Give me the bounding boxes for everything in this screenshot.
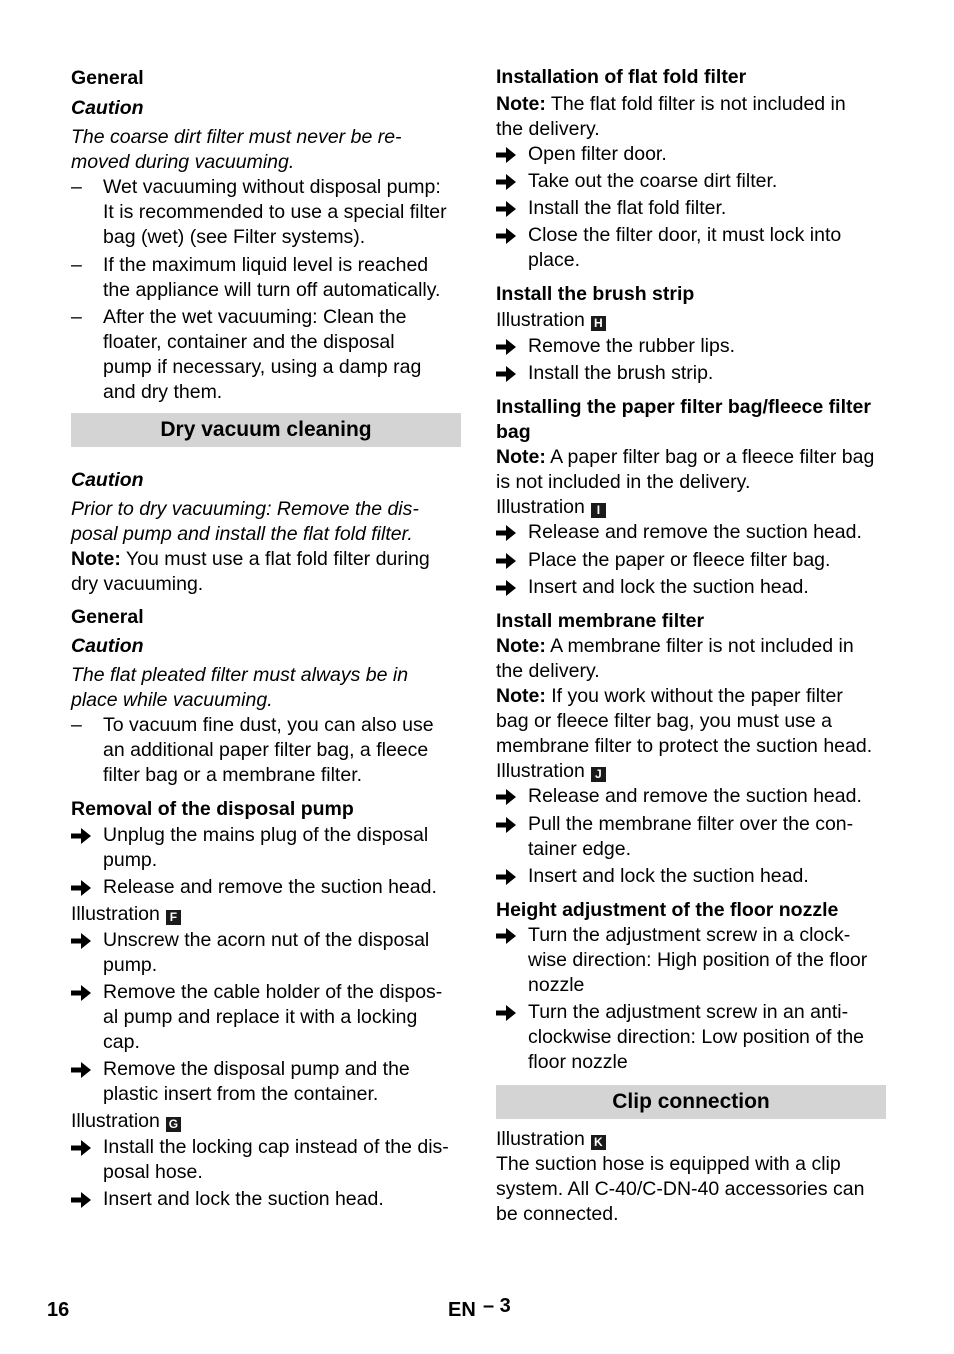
- illustration-ref: [496, 759, 886, 784]
- section-band-dry-vacuum: Dry vacuum cleaning: [71, 413, 461, 447]
- text-line: pump.: [103, 954, 158, 976]
- caution-text: [71, 125, 461, 175]
- list-item: [71, 253, 461, 303]
- text-line: and dry them.: [103, 381, 223, 403]
- arrow-icon: [71, 1187, 93, 1212]
- arrow-icon: [496, 812, 518, 837]
- illustration-ref: [71, 902, 461, 927]
- dash-bullet: –: [71, 254, 82, 276]
- text-line: Unscrew the acorn nut of the disposal: [103, 929, 430, 951]
- text-line: posal hose.: [103, 1161, 203, 1183]
- text-line: The suction hose is equipped with a clip: [496, 1153, 841, 1175]
- text-line: Installing the paper filter bag/fleece filter: [496, 396, 871, 418]
- text-line: tainer edge.: [528, 838, 631, 860]
- text-line: A membrane filter is not included in: [550, 635, 854, 657]
- note-paragraph: [496, 634, 886, 684]
- step-item: [496, 334, 886, 359]
- note-label: Note:: [496, 93, 546, 115]
- text-line: cap.: [103, 1031, 140, 1053]
- illustration-label: Illustration: [71, 1110, 160, 1132]
- section-heading-height-adjustment: Height adjustment of the floor nozzle: [496, 899, 839, 921]
- illustration-label: Illustration: [496, 309, 585, 331]
- text-line: place.: [528, 249, 581, 271]
- text-line: system. All C-40/C-DN-40 accessories can: [496, 1178, 865, 1200]
- text-line: You must use a flat fold filter during: [125, 548, 430, 570]
- text-line: Open filter door.: [528, 143, 667, 165]
- text-line: Prior to dry vacuuming: Remove the dis-: [71, 498, 419, 520]
- dash-bullet: –: [71, 176, 82, 198]
- text-line: place while vacuuming.: [71, 689, 273, 711]
- body-paragraph: [496, 1152, 886, 1227]
- arrow-icon: [496, 223, 518, 248]
- text-line: the delivery.: [496, 660, 600, 682]
- arrow-icon: [71, 928, 93, 953]
- text-line: al pump and replace it with a locking: [103, 1006, 418, 1028]
- illustration-letter-badge: F: [166, 910, 181, 925]
- text-line: Pull the membrane filter over the con-: [528, 813, 854, 835]
- arrow-icon: [496, 142, 518, 167]
- text-line: Release and remove the suction head.: [103, 876, 437, 898]
- text-line: clockwise direction: Low position of the: [528, 1026, 865, 1048]
- illustration-letter-badge: I: [591, 503, 606, 518]
- text-line: moved during vacuuming.: [71, 151, 295, 173]
- arrow-icon: [496, 1000, 518, 1025]
- step-item: [496, 142, 886, 167]
- step-item: [71, 1057, 461, 1107]
- text-line: Release and remove the suction head.: [528, 521, 862, 543]
- section-heading-general: General: [71, 606, 144, 628]
- text-line: Install the flat fold filter.: [528, 197, 727, 219]
- caution-label: Caution: [71, 469, 144, 491]
- arrow-icon: [496, 196, 518, 221]
- text-line: the appliance will turn off automatically.: [103, 279, 441, 301]
- step-item: [496, 923, 886, 998]
- arrow-icon: [496, 575, 518, 600]
- step-item: [496, 812, 886, 862]
- illustration-label: Illustration: [496, 1128, 585, 1150]
- dash-bullet: –: [71, 714, 82, 736]
- text-line: the delivery.: [496, 118, 600, 140]
- note-label: Note:: [496, 685, 546, 707]
- text-line: Wet vacuuming without disposal pump:: [103, 176, 441, 198]
- text-line: Insert and lock the suction head.: [103, 1188, 384, 1210]
- caution-label: Caution: [71, 97, 144, 119]
- step-item: [496, 169, 886, 194]
- text-line: floor nozzle: [528, 1051, 628, 1073]
- arrow-icon: [71, 980, 93, 1005]
- section-heading-removal: Removal of the disposal pump: [71, 798, 354, 820]
- illustration-label: Illustration: [71, 903, 160, 925]
- step-item: [71, 1187, 461, 1212]
- text-line: Install the locking cap instead of the dis-: [103, 1136, 449, 1158]
- text-line: posal pump and install the flat fold filter.: [71, 523, 413, 545]
- step-item: [496, 575, 886, 600]
- caution-text: [71, 497, 461, 547]
- text-line: Remove the disposal pump and the: [103, 1058, 410, 1080]
- text-line: bag: [496, 421, 531, 443]
- step-item: [496, 784, 886, 809]
- text-line: wise direction: High position of the floor: [528, 949, 868, 971]
- note-paragraph: [496, 92, 886, 142]
- step-item: [496, 864, 886, 889]
- caution-text: [71, 663, 461, 713]
- language-code: EN: [448, 1299, 476, 1321]
- step-item: [71, 1135, 461, 1185]
- left-column: [71, 62, 461, 1212]
- text-line: The flat fold filter is not included in: [550, 93, 846, 115]
- illustration-ref: [71, 1109, 461, 1134]
- text-line: an additional paper filter bag, a fleece: [103, 739, 429, 761]
- text-line: Turn the adjustment screw in an anti-: [528, 1001, 849, 1023]
- step-item: [496, 548, 886, 573]
- text-line: bag (wet) (see Filter systems).: [103, 226, 366, 248]
- section-heading-general: General: [71, 67, 144, 89]
- text-line: The flat pleated filter must always be in: [71, 664, 409, 686]
- page-number: 16: [47, 1299, 70, 1321]
- step-item: [496, 196, 886, 221]
- text-line: If you work without the paper filter: [551, 685, 843, 707]
- text-line: Turn the adjustment screw in a clock-: [528, 924, 851, 946]
- right-column: [496, 62, 886, 1227]
- section-heading-membrane: Install membrane filter: [496, 610, 705, 632]
- text-line: To vacuum fine dust, you can also use: [103, 714, 434, 736]
- arrow-icon: [496, 169, 518, 194]
- note-paragraph: [71, 547, 461, 597]
- step-item: [71, 928, 461, 978]
- note-label: Note:: [496, 635, 546, 657]
- section-heading-paper-filter: [496, 395, 886, 445]
- text-line: pump.: [103, 849, 158, 871]
- step-item: [496, 361, 886, 386]
- arrow-icon: [71, 875, 93, 900]
- text-line: bag or fleece filter bag, you must use a: [496, 710, 833, 732]
- illustration-letter-badge: K: [591, 1135, 606, 1150]
- step-item: [71, 980, 461, 1055]
- text-line: Remove the rubber lips.: [528, 335, 736, 357]
- arrow-icon: [71, 823, 93, 848]
- text-line: floater, container and the disposal: [103, 331, 395, 353]
- caution-label: Caution: [71, 635, 144, 657]
- text-line: plastic insert from the container.: [103, 1083, 379, 1105]
- step-item: [71, 875, 461, 900]
- text-line: A paper filter bag or a fleece filter bag: [550, 446, 875, 468]
- step-item: [496, 1000, 886, 1075]
- note-label: Note:: [71, 548, 121, 570]
- arrow-icon: [496, 361, 518, 386]
- arrow-icon: [496, 784, 518, 809]
- step-item: [71, 823, 461, 873]
- text-line: pump if necessary, using a damp rag: [103, 356, 422, 378]
- text-line: Take out the coarse dirt filter.: [528, 170, 778, 192]
- illustration-ref: [496, 495, 886, 520]
- text-line: filter bag or a membrane filter.: [103, 764, 363, 786]
- text-line: is not included in the delivery.: [496, 471, 751, 493]
- list-item: [71, 305, 461, 405]
- note-paragraph: [496, 445, 886, 495]
- section-heading-flat-fold: Installation of flat fold filter: [496, 66, 747, 88]
- illustration-letter-badge: G: [166, 1117, 181, 1132]
- arrow-icon: [496, 864, 518, 889]
- arrow-icon: [496, 520, 518, 545]
- text-line: It is recommended to use a special filter: [103, 201, 447, 223]
- text-line: If the maximum liquid level is reached: [103, 254, 429, 276]
- step-item: [496, 520, 886, 545]
- text-line: Place the paper or fleece filter bag.: [528, 549, 831, 571]
- section-heading-brush-strip: Install the brush strip: [496, 283, 695, 305]
- step-item: [496, 223, 886, 273]
- illustration-ref: [496, 1127, 886, 1152]
- section-band-clip-connection: Clip connection: [496, 1085, 886, 1119]
- text-line: Insert and lock the suction head.: [528, 576, 809, 598]
- text-line: Insert and lock the suction head.: [528, 865, 809, 887]
- text-line: Release and remove the suction head.: [528, 785, 862, 807]
- text-line: nozzle: [528, 974, 585, 996]
- arrow-icon: [496, 923, 518, 948]
- list-item: [71, 713, 461, 788]
- section-page-number: – 3: [483, 1295, 511, 1317]
- dash-bullet: –: [71, 306, 82, 328]
- illustration-letter-badge: J: [591, 767, 606, 782]
- text-line: Remove the cable holder of the dispos-: [103, 981, 443, 1003]
- text-line: be connected.: [496, 1203, 619, 1225]
- arrow-icon: [496, 334, 518, 359]
- text-line: Unplug the mains plug of the disposal: [103, 824, 429, 846]
- text-line: membrane filter to protect the suction head.: [496, 735, 873, 757]
- text-line: Close the filter door, it must lock into: [528, 224, 842, 246]
- note-label: Note:: [496, 446, 546, 468]
- illustration-label: Illustration: [496, 760, 585, 782]
- arrow-icon: [71, 1057, 93, 1082]
- illustration-label: Illustration: [496, 496, 585, 518]
- list-item: [71, 175, 461, 250]
- arrow-icon: [496, 548, 518, 573]
- illustration-letter-badge: H: [591, 316, 606, 331]
- text-line: Install the brush strip.: [528, 362, 714, 384]
- text-line: dry vacuuming.: [71, 573, 204, 595]
- text-line: After the wet vacuuming: Clean the: [103, 306, 407, 328]
- illustration-ref: [496, 308, 886, 333]
- text-line: The coarse dirt filter must never be re-: [71, 126, 402, 148]
- arrow-icon: [71, 1135, 93, 1160]
- note-paragraph: [496, 684, 886, 759]
